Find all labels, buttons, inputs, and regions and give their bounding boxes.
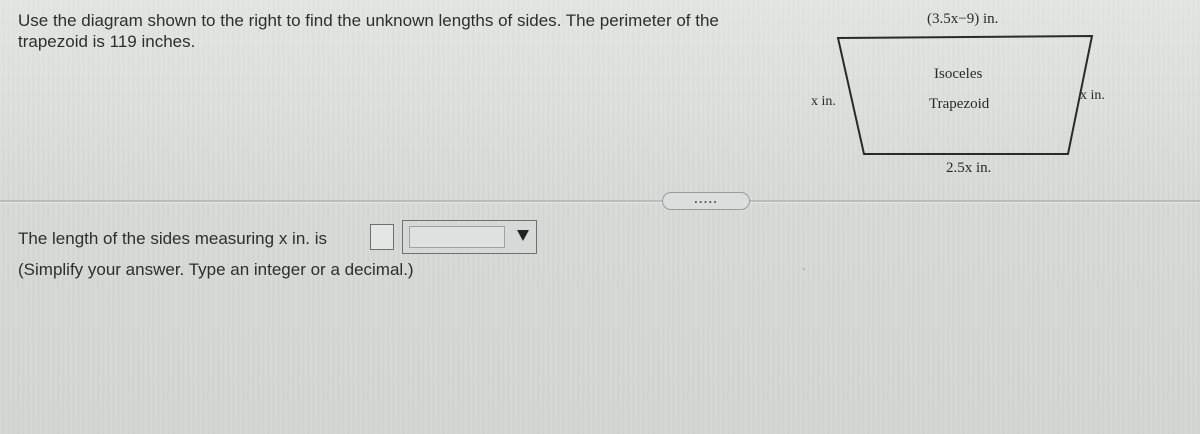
unit-select-value	[409, 226, 505, 248]
expand-more-button[interactable]	[662, 192, 750, 210]
trapezoid-diagram	[790, 0, 1190, 190]
answer-prompt: The length of the sides measuring x in. is	[18, 229, 327, 248]
top-side-label: (3.5x−9) in.	[927, 11, 999, 27]
shape-name-line-2: Trapezoid	[929, 96, 990, 112]
question-line-2: trapezoid is 119 inches.	[18, 32, 196, 51]
question-line-1: Use the diagram shown to the right to find the unknown lengths of sides. The perimeter of the	[18, 11, 719, 30]
answer-hint: (Simplify your answer. Type an integer or a decimal.)	[18, 260, 414, 279]
section-divider	[0, 200, 1200, 202]
triangle-down-icon	[517, 230, 529, 241]
left-side-label: x in.	[811, 94, 836, 109]
answer-input[interactable]	[370, 224, 394, 250]
bottom-side-label: 2.5x in.	[946, 160, 992, 176]
cursor-speck-icon: ◦	[802, 264, 806, 275]
right-side-label: x in.	[1080, 88, 1105, 103]
more-dots-icon: .....	[694, 195, 718, 206]
shape-name-line-1: Isoceles	[934, 66, 983, 82]
unit-select[interactable]	[402, 220, 537, 254]
question-text	[18, 10, 808, 52]
